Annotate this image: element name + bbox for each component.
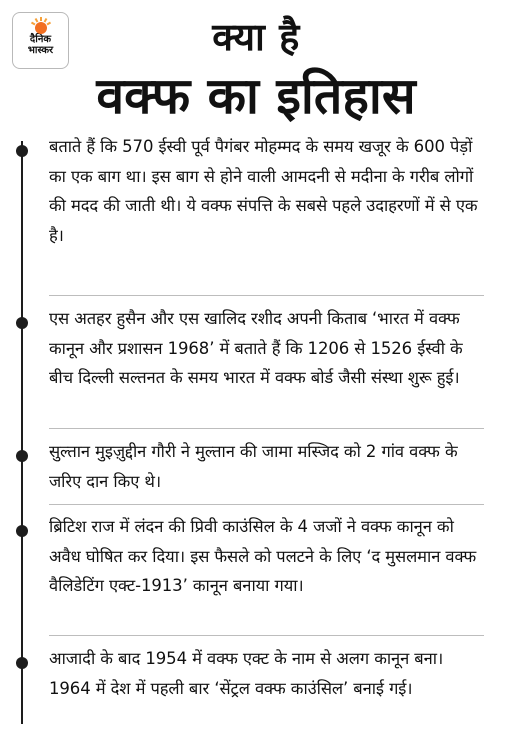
timeline-item-text: ब्रिटिश राज में लंदन की प्रिवी काउंसिल के 4 जजों ने वक्फ कानून को अवैध घोषित कर दिया। इस फैसले को पलटने के लिए ‘द मुसलमान वक्फ वैलिडेटिंग एक्ट-1913’ कानून बनाया गया। [49,517,477,595]
divider [49,295,484,296]
timeline-item-text: एस अतहर हुसैन और एस खालिद रशीद अपनी किताब ‘भारत में वक्फ कानून और प्रशासन 1968’ में बताते हैं कि 1206 से 1526 ईस्वी के बीच दिल्ली सल्तनत के समय भारत में वक्फ बोर्ड जैसी संस्था शुरू हुई। [49,309,463,387]
bullet-dot [16,145,28,157]
logo-text-line2: भास्कर [27,45,54,56]
timeline-item-text: आजादी के बाद 1954 में वक्फ एक्ट के नाम से अलग कानून बना। 1964 में देश में पहली बार ‘सेंट्रल वक्फ काउंसिल’ बनाई गई। [49,649,444,698]
bullet-dot [16,525,28,537]
divider [49,428,484,429]
bullet-dot [16,657,28,669]
page-title-line1: क्या है [212,15,300,59]
timeline-item-text: बताते हैं कि 570 ईस्वी पूर्व पैगंबर मोहम्मद के समय खजूर के 600 पेड़ों का एक बाग था। इस बाग से होने वाली आमदनी से मदीना के गरीब लोगों की मदद की जाती थी। ये वक्फ संपत्ति के सबसे पहले उदाहरणों में से एक है। [49,137,478,245]
history-timeline [13,135,484,730]
divider [49,504,484,505]
logo-text-line1: दैनिक [29,34,52,45]
divider [49,635,484,636]
bullet-dot [16,317,28,329]
timeline-item-text: सुल्तान मुइज़ुद्दीन गौरी ने मुल्तान की जामा मस्जिद को 2 गांव वक्फ के जरिए दान किए थे। [49,442,458,491]
bullet-dot [16,450,28,462]
timeline-line [21,141,23,724]
page-title-line2: वक्फ का इतिहास [96,67,416,125]
